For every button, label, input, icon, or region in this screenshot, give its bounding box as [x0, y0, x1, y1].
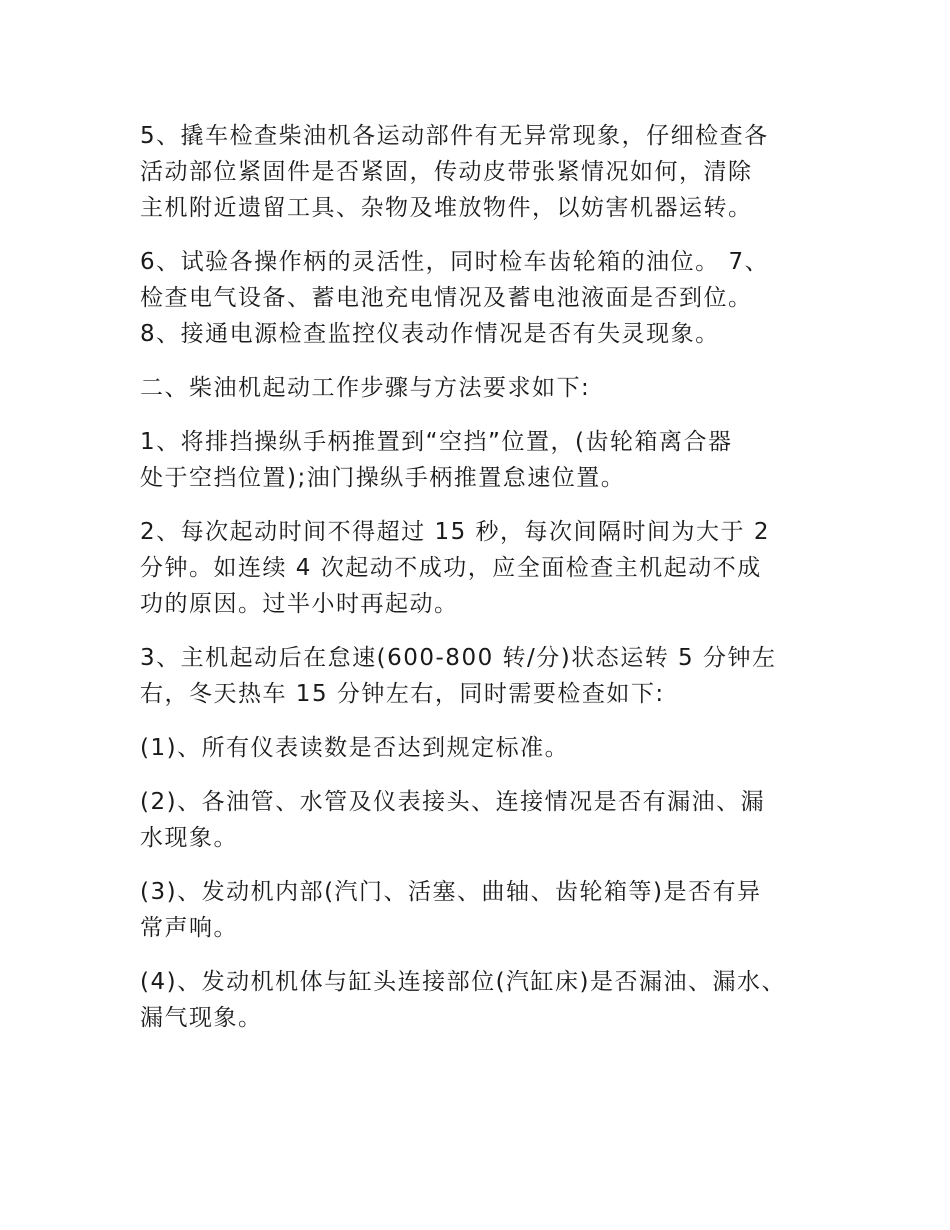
text-line: 检查电气设备、蓄电池充电情况及蓄电池液面是否到位。 [140, 285, 753, 311]
text-line: (3)、发动机内部(汽门、活塞、曲轴、齿轮箱等)是否有异 [140, 879, 762, 905]
text-line: (1)、所有仪表读数是否达到规定标准。 [140, 735, 570, 761]
text-line: 常声响。 [140, 915, 238, 941]
text-line: 主机附近遗留工具、杂物及堆放物件，以妨害机器运转。 [140, 195, 753, 221]
text-line: 活动部位紧固件是否紧固，传动皮带张紧情况如何，清除 [140, 159, 753, 185]
check-item-1 [140, 730, 812, 766]
paragraph-start-step-2 [140, 514, 812, 622]
text-line: (4)、发动机机体与缸头连接部位(汽缸床)是否漏油、漏水、 [140, 969, 787, 995]
text-line: 漏气现象。 [140, 1005, 263, 1031]
paragraph-start-step-3 [140, 640, 812, 712]
text-line: 1、将排挡操纵手柄推置到“空挡”位置，(齿轮箱离合器 [140, 429, 733, 455]
text-line: 5、撬车检查柴油机各运动部件有无异常现象，仔细检查各 [140, 123, 769, 149]
text-line: (2)、各油管、水管及仪表接头、连接情况是否有漏油、漏 [140, 789, 766, 815]
document-page [140, 118, 812, 1036]
paragraph-start-step-1 [140, 424, 812, 496]
text-line: 二、柴油机起动工作步骤与方法要求如下: [140, 375, 591, 401]
section-heading [140, 370, 812, 406]
text-line: 分钟。如连续 4 次起动不成功，应全面检查主机起动不成 [140, 555, 762, 581]
text-line: 水现象。 [140, 825, 238, 851]
text-line: 右，冬天热车 15 分钟左右，同时需要检查如下: [140, 681, 665, 707]
text-line: 3、主机起动后在怠速(600-800 转/分)状态运转 5 分钟左 [140, 645, 777, 671]
text-line: 8、接通电源检查监控仪表动作情况是否有失灵现象。 [140, 321, 720, 347]
text-line: 2、每次起动时间不得超过 15 秒，每次间隔时间为大于 2 [140, 519, 770, 545]
text-line: 处于空挡位置);油门操纵手柄推置怠速位置。 [140, 465, 626, 491]
check-item-4 [140, 964, 812, 1036]
paragraph-step-5 [140, 118, 812, 226]
text-line: 功的原因。过半小时再起动。 [140, 591, 459, 617]
check-item-2 [140, 784, 812, 856]
text-line: 6、试验各操作柄的灵活性，同时检车齿轮箱的油位。 7、 [140, 249, 770, 275]
check-item-3 [140, 874, 812, 946]
paragraph-step-6-8 [140, 244, 812, 352]
